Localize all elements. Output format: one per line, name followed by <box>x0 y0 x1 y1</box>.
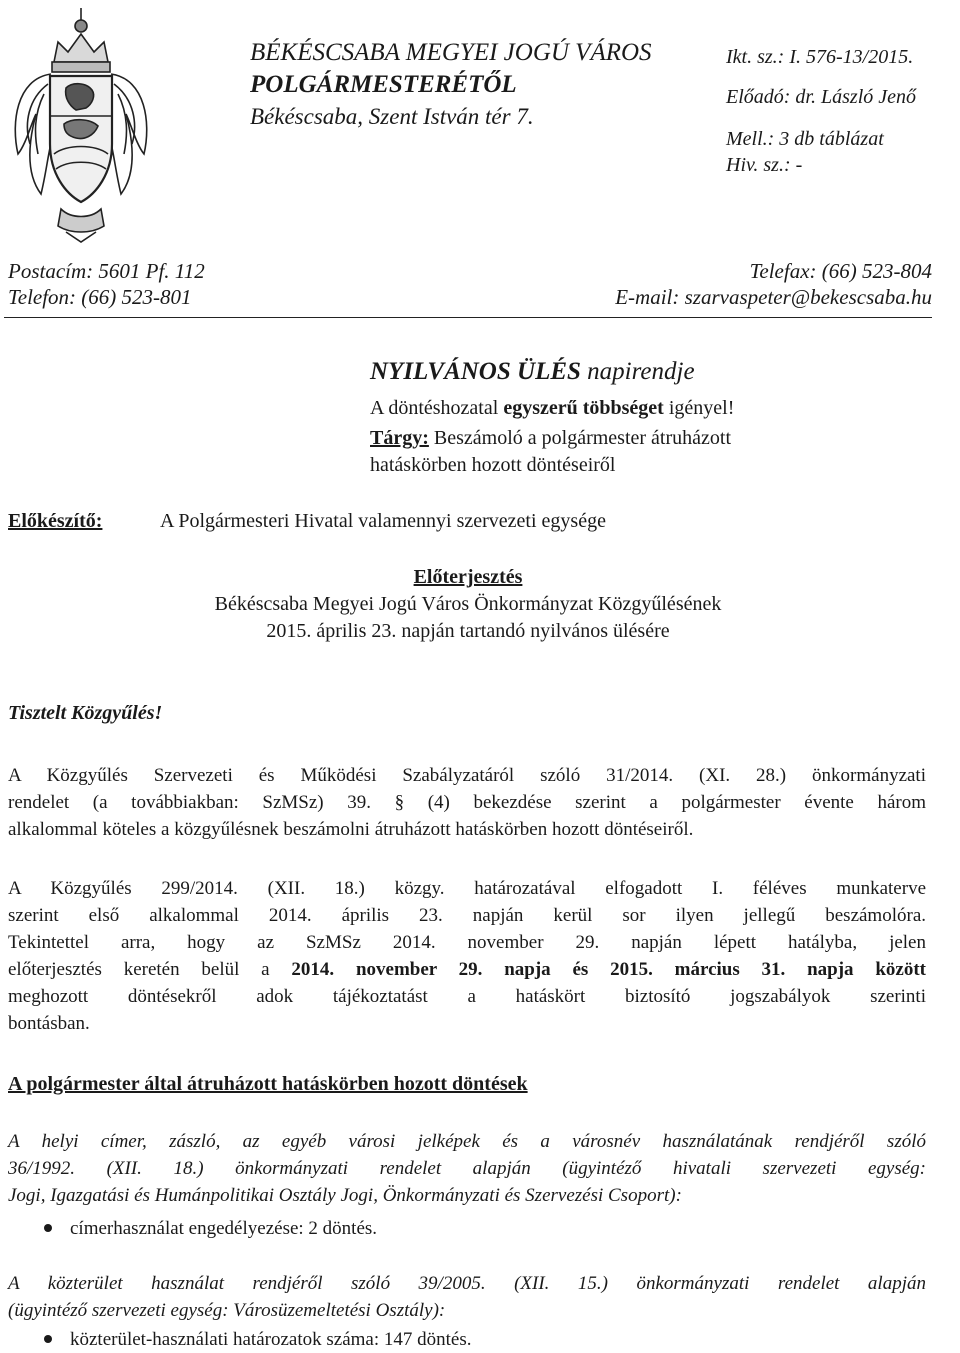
paragraph-line: A Közgyűlés 299/2014. (XII. 18.) közgy. határozatával elfogadott I. féléves munkaterve <box>8 878 926 899</box>
city-coat-of-arms <box>6 4 156 244</box>
reference-number: Hiv. sz.: - <box>726 154 803 176</box>
registration-number: Ikt. sz.: I. 576-13/2015. <box>726 46 914 68</box>
paragraph-line: rendelet (a továbbiakban: SzMSz) 39. § (4) bekezdése szerint a polgármester évente három <box>8 792 926 813</box>
meeting-type-label: NYILVÁNOS ÜLÉS <box>370 358 581 385</box>
greeting: Tisztelt Közgyűlés! <box>8 702 163 724</box>
list-item: közterület-használati határozatok száma: 147 döntés. <box>44 1326 471 1353</box>
preparer-value: A Polgármesteri Hivatal valamennyi szervezeti egysége <box>160 510 606 532</box>
paragraph-line: alkalommal köteles a közgyűlésnek beszámolni átruházott hatáskörben hozott döntéseiről. <box>8 819 694 840</box>
subject-label: Tárgy: <box>370 427 429 449</box>
paragraph-line: meghozott döntésekről adok tájékoztatást a hatáskört biztosító jogszabályok szerinti <box>8 986 926 1007</box>
presenter: Előadó: dr. László Jenő <box>726 86 916 108</box>
email: E-mail: szarvaspeter@bekescsaba.hu <box>615 285 932 309</box>
section-heading: A polgármester által átruházott hatáskörben hozott döntések <box>8 1073 528 1095</box>
section-line: A közterület használat rendjéről szóló 39/2005. (XII. 15.) önkormányzati rendelet alapján <box>8 1273 926 1294</box>
paragraph-line: Tekintettel arra, hogy az SzMSz 2014. november 29. napján lépett hatályba, jelen <box>8 932 926 953</box>
paragraph-line: bontásban. <box>8 1013 90 1034</box>
bullet-icon <box>44 1335 52 1343</box>
section-line: 36/1992. (XII. 18.) önkormányzati rendelet alapján (ügyintéző hivatali szervezeti egység: <box>8 1158 926 1179</box>
section-line: A helyi címer, zászló, az egyéb városi jelképek és a városnév használatának rendjéről szóló <box>8 1131 926 1152</box>
issuer-office: POLGÁRMESTERÉTŐL <box>250 71 517 98</box>
phone: Telefon: (66) 523-801 <box>8 285 192 309</box>
subject-line2: hatáskörben hozott döntéseiről <box>370 454 616 476</box>
submission-line2: 2015. április 23. napján tartandó nyilvános ülésére <box>266 620 670 642</box>
header-divider <box>4 317 932 318</box>
majority-requirement: A döntéshozatal egyszerű többséget igényel! <box>370 397 735 419</box>
subject: Tárgy: Beszámoló a polgármester átruházott <box>370 427 731 449</box>
attachments: Mell.: 3 db táblázat <box>726 128 884 150</box>
bullet-icon <box>44 1224 52 1232</box>
submission-line1: Békéscsaba Megyei Jogú Város Önkormányzat Közgyűlésének <box>214 593 722 615</box>
paragraph-line: A Közgyűlés Szervezeti és Működési Szabályzatáról szóló 31/2014. (XI. 28.) önkormányzati <box>8 765 926 786</box>
issuer-address: Békéscsaba, Szent István tér 7. <box>250 104 534 129</box>
section-line: Jogi, Igazgatási és Humánpolitikai Osztály Jogi, Önkormányzati és Szervezési Csoport): <box>8 1185 682 1206</box>
postal-address: Postacím: 5601 Pf. 112 <box>8 259 205 283</box>
preparer-label: Előkészítő: <box>8 510 103 532</box>
list-item: címerhasználat engedélyezése: 2 döntés. <box>44 1215 377 1242</box>
submission-title: Előterjesztés <box>413 566 523 588</box>
paragraph-line: előterjesztés keretén belül a 2014. november 29. napja és 2015. március 31. napja között <box>8 959 926 980</box>
issuer-name: BÉKÉSCSABA MEGYEI JOGÚ VÁROS <box>250 39 652 66</box>
fax: Telefax: (66) 523-804 <box>749 259 932 283</box>
meeting-type <box>370 358 695 386</box>
paragraph-line: szerint első alkalommal 2014. április 23. napján kerül sor ilyen jellegű beszámolóra. <box>8 905 926 926</box>
meeting-agenda-word: napirendje <box>580 358 695 385</box>
section-line: (ügyintéző szervezeti egység: Városüzemeltetési Osztály): <box>8 1300 446 1321</box>
